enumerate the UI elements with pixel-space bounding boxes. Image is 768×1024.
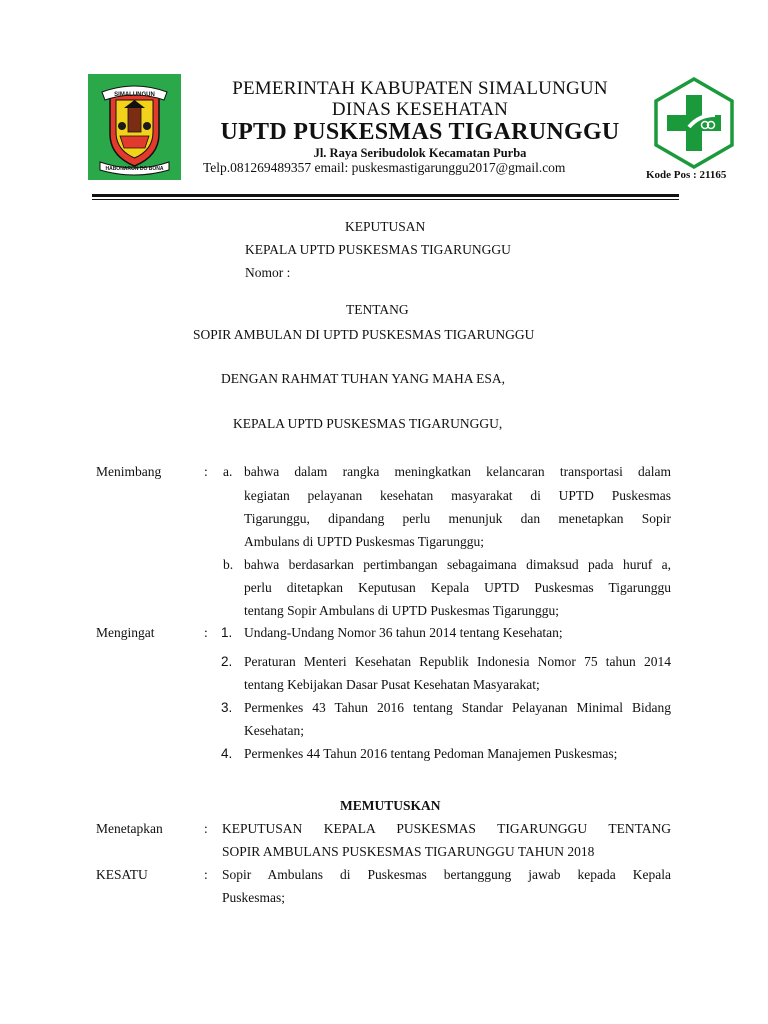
menimbang-colon: : bbox=[204, 464, 208, 479]
header-government: PEMERINTAH KABUPATEN SIMALUNGUN bbox=[232, 78, 608, 99]
menimbang-b-line: tentang Sopir Ambulans di UPTD Puskesmas Tigarunggu; bbox=[244, 603, 560, 618]
menetapkan-line: KEPUTUSAN KEPALA PUSKESMAS TIGARUNGGU TENTANG bbox=[222, 821, 671, 836]
decree-heading: KEPUTUSAN bbox=[345, 219, 426, 234]
postal-code: Kode Pos : 21165 bbox=[646, 169, 727, 181]
menimbang-label: Menimbang bbox=[96, 464, 162, 479]
logo-banner-text: SIMALUNGUN bbox=[114, 92, 155, 98]
invocation: DENGAN RAHMAT TUHAN YANG MAHA ESA, bbox=[221, 371, 506, 386]
mengingat-item-number: 1. bbox=[221, 625, 233, 640]
header-divider-thick bbox=[92, 194, 679, 197]
regency-logo bbox=[88, 74, 181, 180]
header-divider-thin bbox=[92, 199, 679, 200]
puskesmas-cross-logo-icon bbox=[653, 77, 735, 169]
kesatu-line: Puskesmas; bbox=[222, 890, 286, 905]
logo-motto-text: HABONARON DO BONA bbox=[105, 166, 164, 172]
menimbang-a-marker: a. bbox=[223, 464, 233, 479]
mengingat-item-number: 3. bbox=[221, 700, 233, 715]
header-contact: Telp.081269489357 email: puskesmastigarunggu2017@gmail.com bbox=[203, 160, 566, 175]
kesatu-line: Sopir Ambulans di Puskesmas bertanggung jawab kepada Kepala bbox=[222, 867, 671, 882]
header-address: Jl. Raya Seribudolok Kecamatan Purba bbox=[313, 146, 527, 160]
mengingat-item-line: Undang-Undang Nomor 36 tahun 2014 tentang Kesehatan; bbox=[244, 625, 563, 640]
decree-issuer: KEPALA UPTD PUSKESMAS TIGARUNGGU bbox=[245, 242, 511, 257]
mengingat-item-line: Kesehatan; bbox=[244, 723, 304, 738]
puskesmas-logo bbox=[653, 77, 735, 169]
mengingat-item-line: tentang Kebijakan Dasar Pusat Kesehatan Masyarakat; bbox=[244, 677, 540, 692]
menetapkan-label: Menetapkan bbox=[96, 821, 163, 836]
menimbang-a-line: kegiatan pelayanan kesehatan masyarakat di UPTD Puskesmas bbox=[244, 488, 671, 503]
menetapkan-line: SOPIR AMBULANS PUSKESMAS TIGARUNGGU TAHUN 2018 bbox=[222, 844, 595, 859]
menimbang-b-line: perlu ditetapkan Keputusan Kepala UPTD Puskesmas Tigarunggu bbox=[244, 580, 671, 595]
menimbang-a-line: Tigarunggu, dipandang perlu menunjuk dan menetapkan Sopir bbox=[244, 511, 671, 526]
mengingat-label: Mengingat bbox=[96, 625, 155, 640]
kesatu-label: KESATU bbox=[96, 867, 148, 882]
mengingat-item-number: 2. bbox=[221, 654, 233, 669]
header-institution: UPTD PUSKESMAS TIGARUNGGU bbox=[220, 119, 620, 145]
mengingat-item-number: 4. bbox=[221, 746, 233, 761]
header-department: DINAS KESEHATAN bbox=[331, 99, 509, 120]
mengingat-item-line: Permenkes 43 Tahun 2016 tentang Standar Pelayanan Minimal Bidang bbox=[244, 700, 671, 715]
menimbang-a-line: bahwa dalam rangka meningkatkan kelancaran transportasi dalam bbox=[244, 464, 671, 479]
about-heading: TENTANG bbox=[346, 302, 409, 317]
kesatu-colon: : bbox=[204, 867, 208, 882]
issuer-signature-heading: KEPALA UPTD PUSKESMAS TIGARUNGGU, bbox=[233, 416, 503, 431]
menimbang-a-line: Ambulans di UPTD Puskesmas Tigarunggu; bbox=[244, 534, 485, 549]
mengingat-colon: : bbox=[204, 625, 208, 640]
memutuskan-heading: MEMUTUSKAN bbox=[340, 798, 441, 813]
menetapkan-colon: : bbox=[204, 821, 208, 836]
decree-subject: SOPIR AMBULAN DI UPTD PUSKESMAS TIGARUNGGU bbox=[193, 327, 535, 342]
decree-number: Nomor : bbox=[245, 265, 291, 280]
regency-coat-of-arms-icon bbox=[88, 74, 181, 180]
menimbang-b-line: bahwa berdasarkan pertimbangan sebagaimana dimaksud pada huruf a, bbox=[244, 557, 671, 572]
mengingat-item-line: Peraturan Menteri Kesehatan Republik Indonesia Nomor 75 tahun 2014 bbox=[244, 654, 671, 669]
mengingat-item-line: Permenkes 44 Tahun 2016 tentang Pedoman Manajemen Puskesmas; bbox=[244, 746, 618, 761]
menimbang-b-marker: b. bbox=[223, 557, 234, 572]
